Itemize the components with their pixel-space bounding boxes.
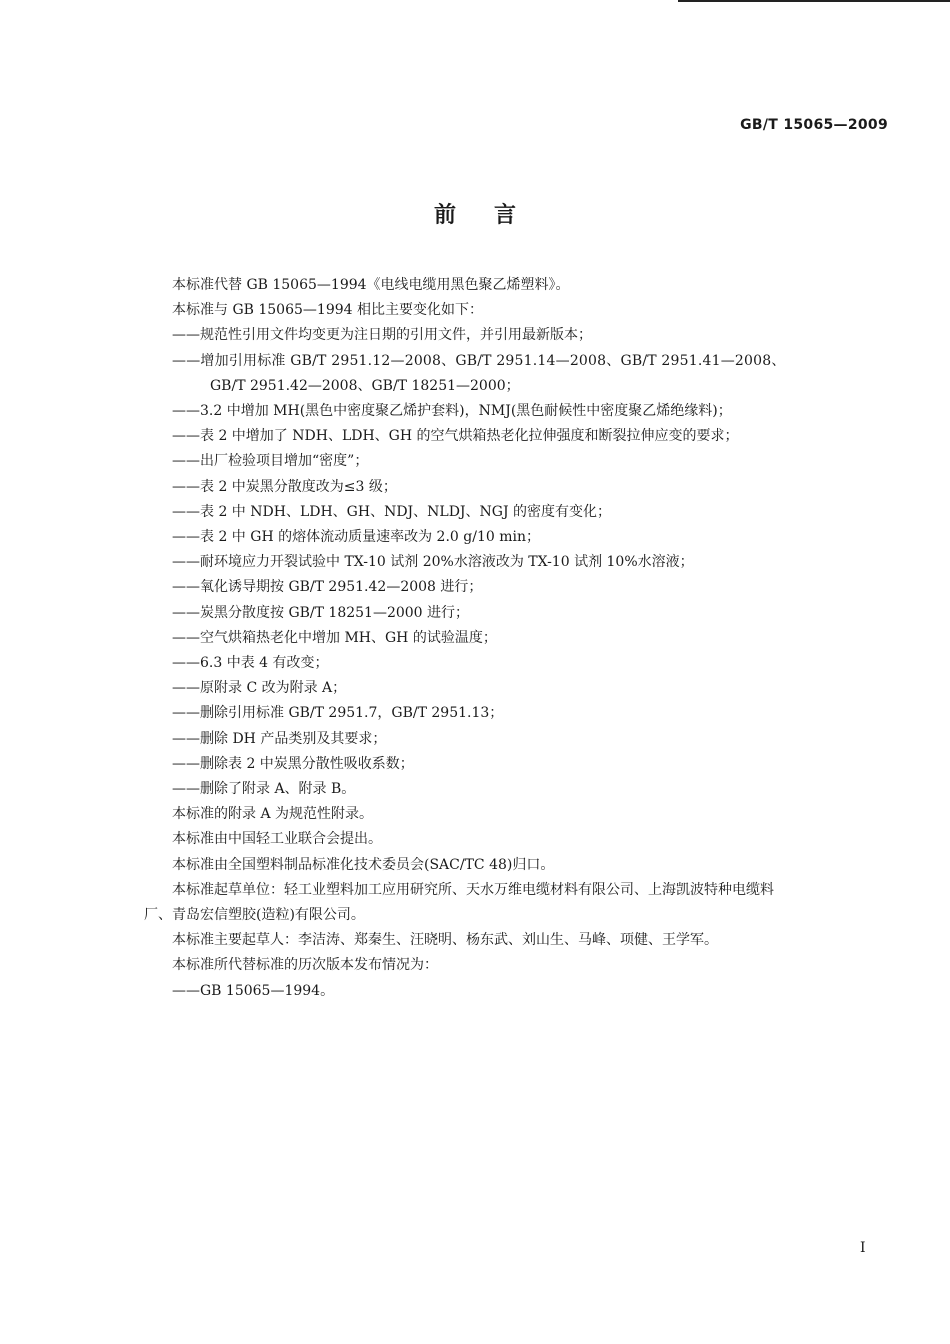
list-item: ——增加引用标准 GB/T 2951.12—2008、GB/T 2951.14—2008、GB/T 2951.41—2008、: [172, 352, 786, 369]
list-item: ——炭黑分散度按 GB/T 18251—2000 进行；: [172, 604, 470, 621]
paragraph-continuation: 厂、青岛宏信塑胶(造粒)有限公司。: [144, 907, 365, 924]
list-item-continuation: GB/T 2951.42—2008、GB/T 18251—2000；: [210, 377, 520, 394]
list-item: ——表 2 中 NDH、LDH、GH、NDJ、NLDJ、NGJ 的密度有变化；: [172, 503, 612, 520]
paragraph: 本标准由全国塑料制品标准化技术委员会(SAC/TC 48)归口。: [172, 856, 555, 873]
list-item: ——耐环境应力开裂试验中 TX-10 试剂 20%水溶液改为 TX-10 试剂 10%水溶液；: [172, 554, 694, 571]
list-item: ——原附录 C 改为附录 A；: [172, 680, 347, 697]
list-item: ——规范性引用文件均变更为注日期的引用文件，并引用最新版本；: [172, 327, 592, 344]
paragraph: 本标准起草单位：轻工业塑料加工应用研究所、天水万维电缆材料有限公司、上海凯波特种电缆料: [172, 881, 774, 898]
list-item: ——删除了附录 A、附录 B。: [172, 781, 356, 798]
list-item: ——出厂检验项目增加“密度”；: [172, 453, 369, 470]
list-item: ——删除引用标准 GB/T 2951.7，GB/T 2951.13；: [172, 705, 504, 722]
list-item: ——GB 15065—1994。: [172, 982, 335, 999]
list-item: ——3.2 中增加 MH(黑色中密度聚乙烯护套料)，NMJ(黑色耐候性中密度聚乙烯绝缘料)；: [172, 403, 732, 420]
list-item: ——氧化诱导期按 GB/T 2951.42—2008 进行；: [172, 579, 483, 596]
foreword-body: [144, 273, 888, 1004]
list-item: ——6.3 中表 4 有改变；: [172, 655, 329, 672]
list-item: ——表 2 中增加了 NDH、LDH、GH 的空气烘箱热老化拉伸强度和断裂拉伸应变的要求；: [172, 428, 739, 445]
page-number: I: [860, 1240, 866, 1256]
standard-number: GB/T 15065—2009: [740, 117, 888, 133]
page-title: 前言: [433, 203, 554, 228]
paragraph: 本标准所代替标准的历次版本发布情况为：: [172, 957, 438, 974]
list-item: ——空气烘箱热老化中增加 MH、GH 的试验温度；: [172, 629, 497, 646]
paragraph: 本标准主要起草人：李洁涛、郑秦生、汪晓明、杨东武、刘山生、马峰、项健、王学军。: [172, 932, 718, 949]
list-item: ——删除 DH 产品类别及其要求；: [172, 730, 387, 747]
paragraph: 本标准代替 GB 15065—1994《电线电缆用黑色聚乙烯塑料》。: [172, 277, 570, 293]
top-rule: [678, 0, 950, 2]
list-item: ——删除表 2 中炭黑分散性吸收系数；: [172, 755, 414, 772]
list-item: ——表 2 中 GH 的熔体流动质量速率改为 2.0 g/10 min；: [172, 529, 540, 546]
paragraph: 本标准的附录 A 为规范性附录。: [172, 806, 374, 823]
paragraph: 本标准由中国轻工业联合会提出。: [172, 831, 382, 848]
list-item: ——表 2 中炭黑分散度改为≤3 级；: [172, 478, 397, 495]
paragraph: 本标准与 GB 15065—1994 相比主要变化如下：: [172, 302, 483, 319]
